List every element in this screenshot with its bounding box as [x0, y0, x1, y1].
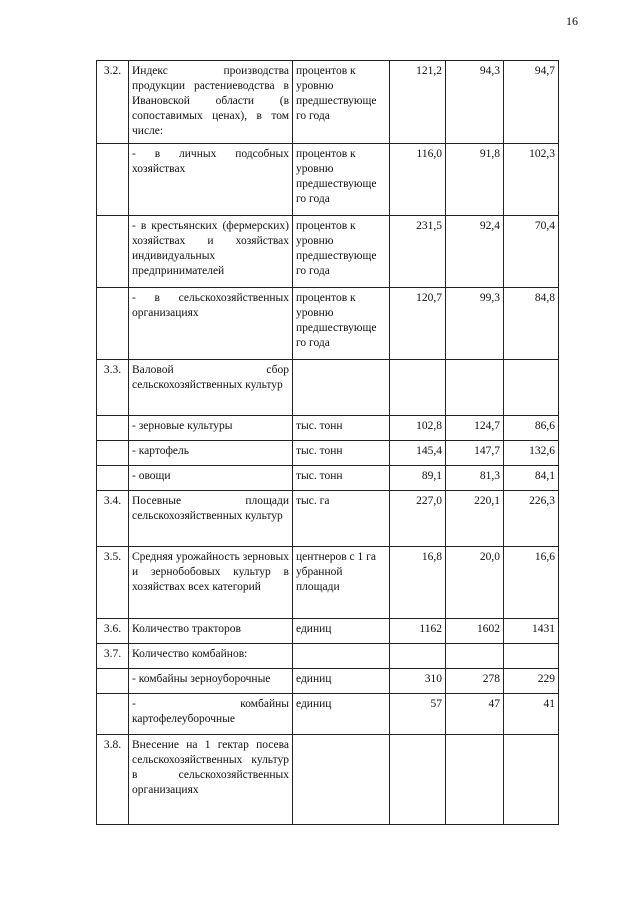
row-name: - комбайны зерноуборочные [129, 669, 293, 694]
row-value-3: 70,4 [504, 216, 559, 288]
row-name: - в крестьянских (фермерских) хозяйствах и хозяйствах индивидуальных предпринимателей [129, 216, 293, 288]
row-name: - в личных подсобных хозяйствах [129, 144, 293, 216]
row-value-2: 1602 [446, 619, 504, 644]
row-value-1 [390, 735, 446, 825]
table-row [97, 216, 559, 288]
table-row [97, 144, 559, 216]
table-row [97, 61, 559, 144]
row-value-3: 1431 [504, 619, 559, 644]
table-body [97, 61, 559, 825]
row-number: 3.4. [97, 491, 129, 547]
row-value-3: 132,6 [504, 441, 559, 466]
row-name: Средняя урожайность зерновых и зернобобовых культур в хозяйствах всех категорий [129, 547, 293, 619]
row-value-2: 220,1 [446, 491, 504, 547]
row-value-3: 94,7 [504, 61, 559, 144]
row-value-1: 120,7 [390, 288, 446, 360]
row-unit: тыс. тонн [293, 416, 390, 441]
row-unit [293, 735, 390, 825]
row-value-1: 102,8 [390, 416, 446, 441]
indicators-table [96, 60, 559, 825]
row-unit: процентов к уровню предшествующе го года [293, 61, 390, 144]
row-number [97, 441, 129, 466]
row-value-3 [504, 644, 559, 669]
table-row [97, 619, 559, 644]
row-value-1: 16,8 [390, 547, 446, 619]
row-value-3 [504, 735, 559, 825]
row-name: - в сельскохозяйственных организациях [129, 288, 293, 360]
row-number: 3.3. [97, 360, 129, 416]
row-name: - овощи [129, 466, 293, 491]
row-unit: тыс. га [293, 491, 390, 547]
table-row [97, 466, 559, 491]
row-name: Количество комбайнов: [129, 644, 293, 669]
row-value-2: 47 [446, 694, 504, 735]
row-number [97, 288, 129, 360]
row-unit: единиц [293, 619, 390, 644]
table-row [97, 735, 559, 825]
row-number: 3.6. [97, 619, 129, 644]
row-value-3: 16,6 [504, 547, 559, 619]
row-number: 3.8. [97, 735, 129, 825]
row-number [97, 466, 129, 491]
row-value-3: 41 [504, 694, 559, 735]
row-value-1: 310 [390, 669, 446, 694]
row-name: - зерновые культуры [129, 416, 293, 441]
row-value-1: 1162 [390, 619, 446, 644]
row-value-1: 89,1 [390, 466, 446, 491]
row-value-1 [390, 360, 446, 416]
row-value-2: 92,4 [446, 216, 504, 288]
row-unit: тыс. тонн [293, 466, 390, 491]
row-name: Внесение на 1 гектар посева сельскохозяйственных культур в сельскохозяйственных организациях [129, 735, 293, 825]
row-value-2: 91,8 [446, 144, 504, 216]
table-row [97, 669, 559, 694]
row-value-2: 94,3 [446, 61, 504, 144]
page-number: 16 [566, 14, 578, 28]
row-unit: единиц [293, 669, 390, 694]
row-value-1: 121,2 [390, 61, 446, 144]
row-number: 3.5. [97, 547, 129, 619]
row-value-3: 102,3 [504, 144, 559, 216]
table-row [97, 416, 559, 441]
row-value-2: 124,7 [446, 416, 504, 441]
row-name: Индекс производства продукции растениеводства в Ивановской области (в сопоставимых ценах), в том числе: [129, 61, 293, 144]
row-unit: процентов к уровню предшествующе го года [293, 144, 390, 216]
table-row [97, 441, 559, 466]
table-row [97, 288, 559, 360]
row-unit [293, 644, 390, 669]
row-value-1 [390, 644, 446, 669]
row-value-3: 86,6 [504, 416, 559, 441]
row-number: 3.2. [97, 61, 129, 144]
row-value-1: 116,0 [390, 144, 446, 216]
row-value-2: 147,7 [446, 441, 504, 466]
row-value-3 [504, 360, 559, 416]
row-name: Валовой сбор сельскохозяйственных культур [129, 360, 293, 416]
row-value-2 [446, 644, 504, 669]
row-unit: процентов к уровню предшествующе го года [293, 216, 390, 288]
row-value-2 [446, 360, 504, 416]
row-number [97, 694, 129, 735]
table-row [97, 694, 559, 735]
row-name: Количество тракторов [129, 619, 293, 644]
row-value-2: 20,0 [446, 547, 504, 619]
row-value-2: 278 [446, 669, 504, 694]
table-row [97, 547, 559, 619]
row-number [97, 144, 129, 216]
row-number: 3.7. [97, 644, 129, 669]
row-value-1: 227,0 [390, 491, 446, 547]
row-unit [293, 360, 390, 416]
row-unit: тыс. тонн [293, 441, 390, 466]
row-unit: единиц [293, 694, 390, 735]
row-value-2: 81,3 [446, 466, 504, 491]
row-value-3: 229 [504, 669, 559, 694]
row-name: - картофель [129, 441, 293, 466]
row-value-1: 145,4 [390, 441, 446, 466]
table-row [97, 491, 559, 547]
row-value-2: 99,3 [446, 288, 504, 360]
row-value-1: 231,5 [390, 216, 446, 288]
row-value-2 [446, 735, 504, 825]
row-name: Посевные площади сельскохозяйственных культур [129, 491, 293, 547]
table-row [97, 644, 559, 669]
row-value-3: 84,1 [504, 466, 559, 491]
row-unit: центнеров с 1 га убранной площади [293, 547, 390, 619]
row-number [97, 669, 129, 694]
row-name: - комбайны картофелеуборочные [129, 694, 293, 735]
row-value-1: 57 [390, 694, 446, 735]
row-value-3: 226,3 [504, 491, 559, 547]
table-row [97, 360, 559, 416]
row-number [97, 416, 129, 441]
row-value-3: 84,8 [504, 288, 559, 360]
row-unit: процентов к уровню предшествующе го года [293, 288, 390, 360]
row-number [97, 216, 129, 288]
